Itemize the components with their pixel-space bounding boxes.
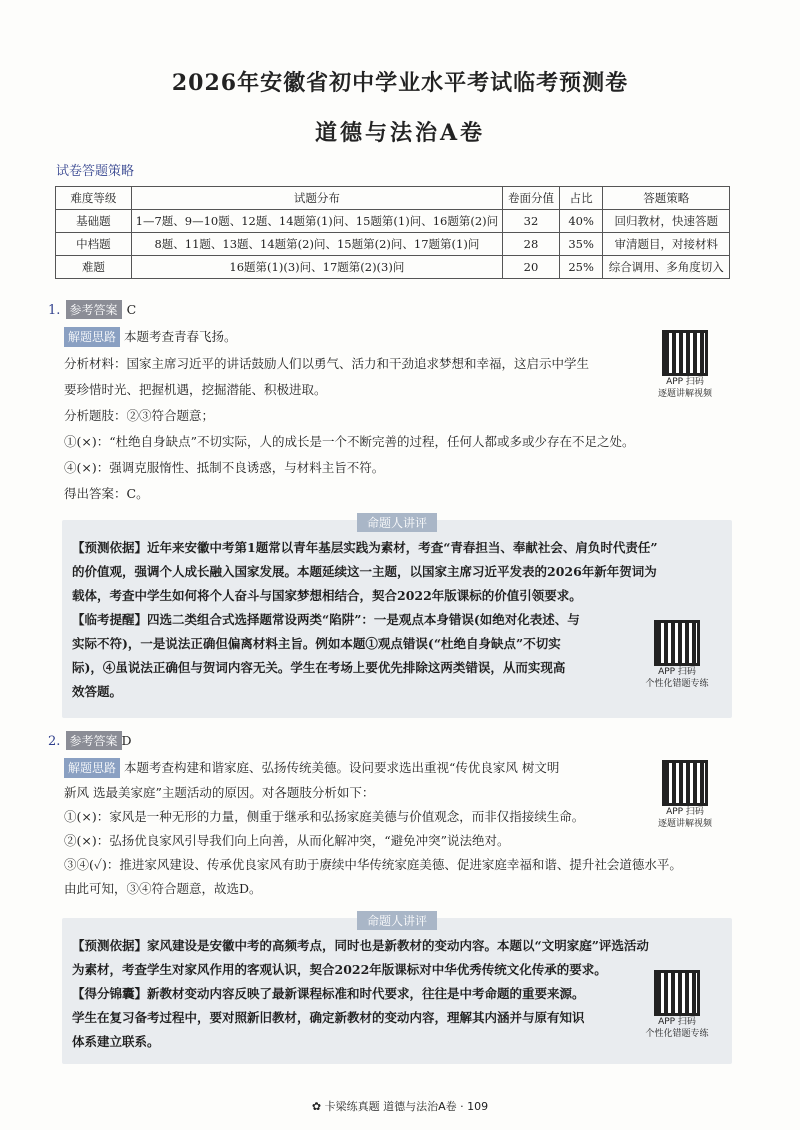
idea-tag: 解题思路 — [64, 758, 120, 778]
commentary-line: 【预测依据】家风建设是安徽中考的高频考点，同时也是新教材的变动内容。本题以“文明家庭”评选活动 — [72, 938, 649, 953]
table-header: 答题策略 — [603, 187, 730, 210]
q2-qr-block[interactable] — [640, 760, 730, 830]
table-cell: 16题第(1)(3)问、17题第(2)(3)问 — [131, 256, 502, 279]
answer-value: D — [121, 733, 132, 748]
explanation-line: ①(×)：“杜绝自身缺点”不切实际，人的成长是一个不断完善的过程，任何人都或多或少存在不足之处。 — [64, 434, 635, 449]
table-cell: 难题 — [56, 256, 132, 279]
qr-code-icon[interactable] — [662, 330, 708, 376]
qr-caption: APP 扫码 — [666, 807, 704, 817]
table-cell: 审清题目，对接材料 — [603, 233, 730, 256]
q2-box-qr-block[interactable] — [632, 970, 722, 1040]
qr-caption: APP 扫码 — [658, 1017, 696, 1027]
answer-tag: 参考答案 — [66, 731, 122, 750]
question-number: 2. — [48, 734, 61, 749]
qr-caption: 个性化错题专练 — [645, 1029, 709, 1039]
page-title: 2026年安徽省初中学业水平考试临考预测卷 — [171, 70, 629, 96]
table-header: 占比 — [559, 187, 603, 210]
qr-code-icon[interactable] — [662, 760, 708, 806]
explanation-line: 本题考查构建和谐家庭、弘扬传统美德。设问要求选出重视“传优良家风 树文明 — [124, 760, 560, 775]
table-cell: 中档题 — [56, 233, 132, 256]
explanation-line: ④(×)：强调克服惰性、抵制不良诱惑，与材料主旨不符。 — [64, 460, 385, 475]
explanation-line: 由此可知，③④符合题意，故选D。 — [64, 881, 262, 896]
explanation-line: 分析材料：国家主席习近平的讲话鼓励人们以勇气、活力和干劲追求梦想和幸福，这启示中学生 — [64, 356, 590, 371]
commentary-line: 体系建立联系。 — [72, 1034, 160, 1049]
explanation-line: 得出答案：C。 — [64, 486, 149, 501]
footer-text: 卡梁练真题 道德与法治A卷 · 109 — [324, 1100, 489, 1113]
idea-tag: 解题思路 — [64, 327, 120, 347]
explanation-line: ③④(✓)：推进家风建设、传承优良家风有助于赓续中华传统家庭美德、促进家庭幸福和谐、提升社会道德水平。 — [64, 857, 682, 872]
answer-tag: 参考答案 — [66, 300, 122, 319]
explanation-line: 本题考查青春飞扬。 — [124, 329, 237, 344]
qr-caption: 逐题讲解视频 — [657, 819, 712, 829]
table-cell: 32 — [503, 210, 560, 233]
question-number: 1. — [48, 303, 61, 318]
commentary-line: 【临考提醒】四选二类组合式选择题常设两类“陷阱”：一是观点本身错误(如绝对化表述、与 — [72, 612, 580, 627]
qr-caption: APP 扫码 — [658, 667, 696, 677]
page-footer — [0, 1098, 800, 1114]
page-subtitle: 道德与法治A卷 — [314, 120, 486, 146]
table-header: 卷面分值 — [503, 187, 560, 210]
qr-caption: 逐题讲解视频 — [657, 389, 712, 399]
q2-answer-row — [48, 730, 132, 750]
table-cell: 综合调用、多角度切入 — [603, 256, 730, 279]
table-header: 难度等级 — [56, 187, 132, 210]
table-cell: 35% — [559, 233, 603, 256]
commentary-line: 际)，④虽说法正确但与贺词内容无关。学生在考场上要优先排除这两类错误，从而实现高 — [72, 660, 566, 675]
commentary-line: 为素材，考查学生对家风作用的客观认识，契合2022年版课标对中华优秀传统文化传承的要求。 — [72, 962, 607, 977]
logo-icon: ✿ — [311, 1100, 322, 1113]
table-row — [56, 210, 730, 233]
commentary-line: 【得分锦囊】新教材变动内容反映了最新课程标准和时代要求，往往是中考命题的重要来源。 — [72, 986, 585, 1001]
table-row — [56, 233, 730, 256]
table-cell: 25% — [559, 256, 603, 279]
commentary-line: 载体，考查中学生如何将个人奋斗与国家梦想相结合，契合2022年版课标的价值引领要求。 — [72, 588, 582, 603]
table-cell: 20 — [503, 256, 560, 279]
strategy-table — [55, 186, 730, 279]
table-cell: 40% — [559, 210, 603, 233]
answer-value: C — [126, 302, 137, 317]
q1-explanation — [64, 327, 635, 503]
table-cell: 基础题 — [56, 210, 132, 233]
q2-explanation — [64, 758, 682, 898]
qr-code-icon[interactable] — [654, 970, 700, 1016]
commentary-title: 命题人讲评 — [357, 513, 437, 532]
commentary-line: 实际不符)，一是说法正确但偏离材料主旨。例如本题①观点错误(“杜绝自身缺点”不切实 — [72, 636, 561, 651]
explanation-line: ①(×)：家风是一种无形的力量，侧重于继承和弘扬家庭美德与价值观念，而非仅指接续生命。 — [64, 809, 585, 824]
q1-box-qr-block[interactable] — [632, 620, 722, 690]
table-row — [56, 256, 730, 279]
explanation-line: 分析题肢：②③符合题意； — [64, 408, 215, 423]
qr-caption: APP 扫码 — [666, 377, 704, 387]
explanation-line: 新风 选最美家庭”主题活动的原因。对各题肢分析如下： — [64, 785, 375, 800]
table-cell: 28 — [503, 233, 560, 256]
q1-qr-block[interactable] — [640, 330, 730, 400]
qr-caption: 个性化错题专练 — [645, 679, 709, 689]
commentary-line: 效答题。 — [72, 684, 123, 699]
commentary-line: 学生在复习备考过程中，要对照新旧教材，确定新教材的变动内容，理解其内涵并与原有知识 — [72, 1010, 585, 1025]
explanation-line: 要珍惜时光、把握机遇，挖掘潜能、积极进取。 — [64, 382, 327, 397]
table-cell: 1—7题、9—10题、12题、14题第(1)问、15题第(1)问、16题第(2)问 — [131, 210, 502, 233]
table-header: 试题分布 — [131, 187, 502, 210]
commentary-title: 命题人讲评 — [357, 911, 437, 930]
commentary-line: 的价值观，强调个人成长融入国家发展。本题延续这一主题，以国家主席习近平发表的2026年新年贺词为 — [72, 564, 657, 579]
table-header-row — [56, 187, 730, 210]
commentary-line: 【预测依据】近年来安徽中考第1题常以青年基层实践为素材，考查“青春担当、奉献社会、肩负时代责任” — [72, 540, 658, 555]
explanation-line: ②(×)：弘扬优良家风引导我们向上向善，从而化解冲突，“避免冲突”说法绝对。 — [64, 833, 510, 848]
table-cell: 8题、11题、13题、14题第(2)问、15题第(2)问、17题第(1)问 — [131, 233, 502, 256]
table-cell: 回归教材，快速答题 — [603, 210, 730, 233]
strategy-label: 试卷答题策略 — [56, 164, 135, 179]
q1-answer-row — [48, 299, 136, 319]
qr-code-icon[interactable] — [654, 620, 700, 666]
